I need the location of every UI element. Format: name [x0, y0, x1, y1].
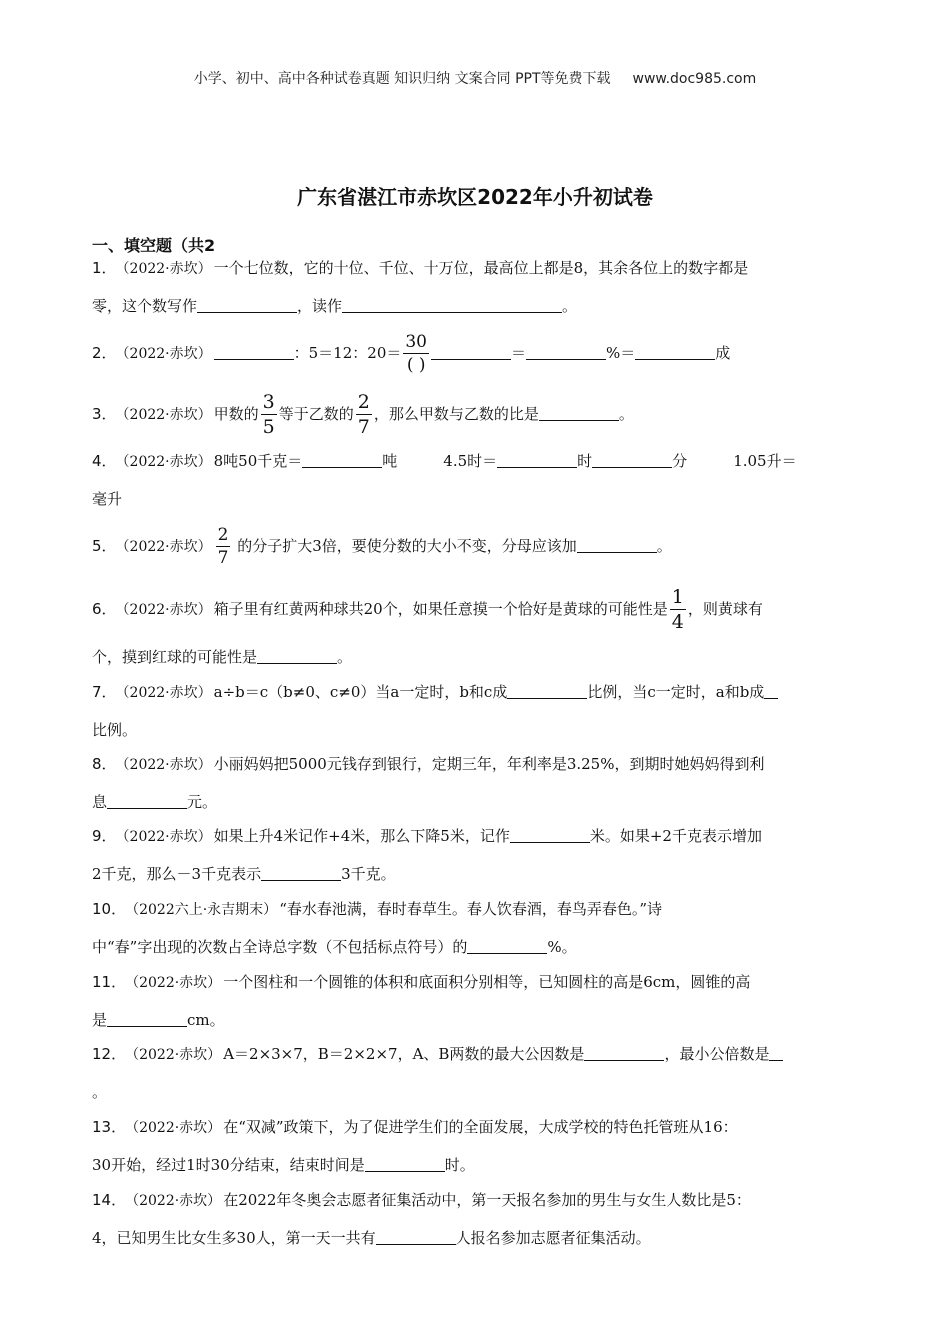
section-heading: 一、填空题（共2	[92, 236, 216, 255]
question-text: 吨	[382, 452, 398, 470]
fraction-denominator: ( )	[406, 355, 426, 375]
question-8	[92, 746, 862, 821]
fraction	[403, 334, 429, 374]
question-text: ，读作	[297, 297, 343, 315]
question-text: A＝2×3×7，B＝2×2×7，A、B两数的最大公因数是	[223, 1045, 585, 1063]
fraction-numerator: 2	[217, 525, 229, 545]
answer-blank[interactable]	[577, 534, 657, 553]
question-13	[92, 1109, 862, 1184]
question-text: 甲数的	[213, 405, 259, 423]
answer-blank[interactable]	[107, 1008, 187, 1027]
question-number: 2．	[92, 344, 117, 362]
question-1	[92, 250, 862, 325]
question-text: a÷b＝c（b≠0、c≠0）当a一定时，b和c成	[213, 683, 508, 701]
question-text: 一个七位数，它的十位、千位、十万位，最高位上都是8，其余各位上的数字都是	[213, 259, 749, 277]
answer-blank[interactable]	[592, 449, 672, 468]
question-text: 。	[562, 297, 578, 315]
question-text: 4.5时＝	[443, 452, 498, 470]
question-text: cm。	[187, 1011, 225, 1029]
answer-blank[interactable]	[257, 645, 337, 664]
question-text: 2千克，那么－3千克表示	[92, 865, 262, 883]
question-number: 6．	[92, 600, 117, 618]
question-3	[92, 393, 862, 437]
question-number: 13．	[92, 1118, 127, 1136]
answer-blank[interactable]	[261, 862, 341, 881]
question-source: （2022·赤坎）	[122, 602, 212, 618]
question-number: 12．	[92, 1045, 127, 1063]
question-text: 是	[92, 1011, 108, 1029]
question-source: （2022·赤坎）	[132, 1120, 222, 1136]
question-text: 分	[672, 452, 688, 470]
question-source: （2022·赤坎）	[122, 346, 212, 362]
answer-blank[interactable]	[526, 341, 606, 360]
answer-blank[interactable]	[376, 1226, 456, 1245]
question-text: %。	[547, 938, 577, 956]
question-source: （2022·赤坎）	[132, 1193, 222, 1209]
fraction	[261, 393, 277, 437]
question-11	[92, 964, 862, 1039]
question-text: 时。	[444, 1156, 475, 1174]
question-number: 4．	[92, 452, 117, 470]
question-text: 如果上升4米记作+4米，那么下降5米，记作	[213, 827, 510, 845]
fraction-denominator: 7	[357, 416, 370, 438]
fraction-numerator: 30	[405, 332, 427, 352]
question-text: 30开始，经过1时30分结束，结束时间是	[92, 1156, 365, 1174]
answer-blank[interactable]	[635, 341, 715, 360]
question-text: 比例。	[92, 721, 138, 739]
question-text: 。	[618, 405, 634, 423]
answer-blank[interactable]	[539, 402, 619, 421]
question-source: （2022六上·永吉期末）	[132, 902, 278, 918]
question-6-cont	[92, 639, 862, 676]
question-text: ，则黄球有	[687, 600, 763, 618]
answer-blank[interactable]	[214, 341, 294, 360]
answer-blank[interactable]	[365, 1153, 445, 1172]
question-text: 。	[656, 537, 672, 555]
question-text: 一个图柱和一个圆锥的体积和底面积分别相等，已知圆柱的高是6cm，圆锥的高	[223, 973, 751, 991]
question-source: （2022·赤坎）	[122, 829, 212, 845]
question-number: 9．	[92, 827, 117, 845]
question-number: 8．	[92, 755, 117, 773]
answer-blank[interactable]	[302, 449, 382, 468]
fraction	[356, 393, 372, 437]
answer-blank[interactable]	[467, 935, 547, 954]
answer-blank[interactable]	[764, 680, 778, 699]
question-text: 在“双减”政策下，为了促进学生们的全面发展，大成学校的特色托管班从16：	[223, 1118, 738, 1136]
fraction-denominator: 5	[262, 416, 275, 438]
question-text: 个，摸到红球的可能性是	[92, 648, 258, 666]
question-text: 等于乙数的	[278, 405, 354, 423]
question-text: 息	[92, 793, 108, 811]
fraction-denominator: 4	[671, 611, 684, 633]
question-text: 8吨50千克＝	[213, 452, 303, 470]
question-source: （2022·赤坎）	[132, 975, 222, 991]
question-text: 米。如果+2千克表示增加	[589, 827, 762, 845]
fraction-numerator: 1	[671, 586, 684, 608]
answer-blank[interactable]	[584, 1042, 664, 1061]
fraction-numerator: 2	[357, 391, 370, 413]
header-text: 小学、初中、高中各种试卷真题 知识归纳 文案合同 PPT等免费下载	[193, 71, 611, 87]
question-text: 。	[92, 1083, 108, 1101]
question-text: 箱子里有红黄两种球共20个，如果任意摸一个恰好是黄球的可能性是	[213, 600, 668, 618]
question-text: ，最小公倍数是	[664, 1045, 770, 1063]
question-text: 时	[577, 452, 593, 470]
question-7	[92, 674, 862, 749]
answer-blank[interactable]	[507, 680, 587, 699]
question-text: 比例，当c一定时，a和b成	[587, 683, 765, 701]
question-text: 毫升	[92, 490, 123, 508]
question-text: 。	[337, 648, 353, 666]
question-text: %＝	[606, 344, 636, 362]
question-number: 1．	[92, 259, 117, 277]
question-9	[92, 818, 862, 893]
question-text: 4，已知男生比女生多30人，第一天一共有	[92, 1229, 376, 1247]
question-number: 14．	[92, 1191, 127, 1209]
question-text: 中“春”字出现的次数占全诗总字数（不包括标点符号）的	[92, 938, 468, 956]
question-text: 3千克。	[341, 865, 396, 883]
answer-blank[interactable]	[342, 294, 562, 313]
question-text: ：5＝12：20＝	[293, 344, 402, 362]
answer-blank[interactable]	[107, 790, 187, 809]
fraction-denominator: 7	[217, 548, 229, 568]
question-source: （2022·赤坎）	[122, 757, 212, 773]
question-text: 的分子扩大3倍，要使分数的大小不变，分母应该加	[232, 537, 577, 555]
question-source: （2022·赤坎）	[122, 407, 212, 423]
fraction	[216, 527, 231, 567]
question-text: 成	[715, 344, 731, 362]
question-10	[92, 891, 862, 966]
question-source: （2022·赤坎）	[122, 454, 212, 470]
question-text: “春水春池满，春时春草生。春人饮春酒，春鸟弄春色。”诗	[279, 900, 663, 918]
question-number: 10．	[92, 900, 127, 918]
page-title: 广东省湛江市赤坎区2022年小升初试卷	[297, 185, 653, 209]
question-source: （2022·赤坎）	[122, 539, 212, 555]
question-text: 在2022年冬奥会志愿者征集活动中，第一天报名参加的男生与女生人数比是5：	[223, 1191, 751, 1209]
answer-blank[interactable]	[497, 449, 577, 468]
question-4	[92, 443, 862, 518]
question-source: （2022·赤坎）	[122, 685, 212, 701]
question-5	[92, 527, 862, 567]
question-text: ，那么甲数与乙数的比是	[373, 405, 539, 423]
question-text: ＝	[511, 344, 527, 362]
fraction-numerator: 3	[262, 391, 275, 413]
question-number: 11．	[92, 973, 127, 991]
question-text: 1.05升＝	[733, 452, 797, 470]
question-source: （2022·赤坎）	[132, 1047, 222, 1063]
question-2	[92, 334, 862, 374]
answer-blank[interactable]	[197, 294, 297, 313]
question-12	[92, 1036, 862, 1111]
question-text: 元。	[187, 793, 218, 811]
question-text: 零，这个数写作	[92, 297, 198, 315]
answer-blank[interactable]	[431, 341, 511, 360]
page-header	[0, 68, 950, 88]
answer-blank[interactable]	[769, 1042, 783, 1061]
question-source: （2022·赤坎）	[122, 261, 212, 277]
question-6	[92, 588, 862, 632]
question-number: 3．	[92, 405, 117, 423]
question-text: 人报名参加志愿者征集活动。	[455, 1229, 651, 1247]
question-number: 5．	[92, 537, 117, 555]
fraction	[670, 588, 686, 632]
answer-blank[interactable]	[510, 824, 590, 843]
header-site-link[interactable]: www.doc985.com	[632, 71, 757, 87]
question-number: 7．	[92, 683, 117, 701]
question-14	[92, 1182, 862, 1257]
question-text: 小丽妈妈把5000元钱存到银行，定期三年，年利率是3.25%，到期时她妈妈得到利	[213, 755, 765, 773]
